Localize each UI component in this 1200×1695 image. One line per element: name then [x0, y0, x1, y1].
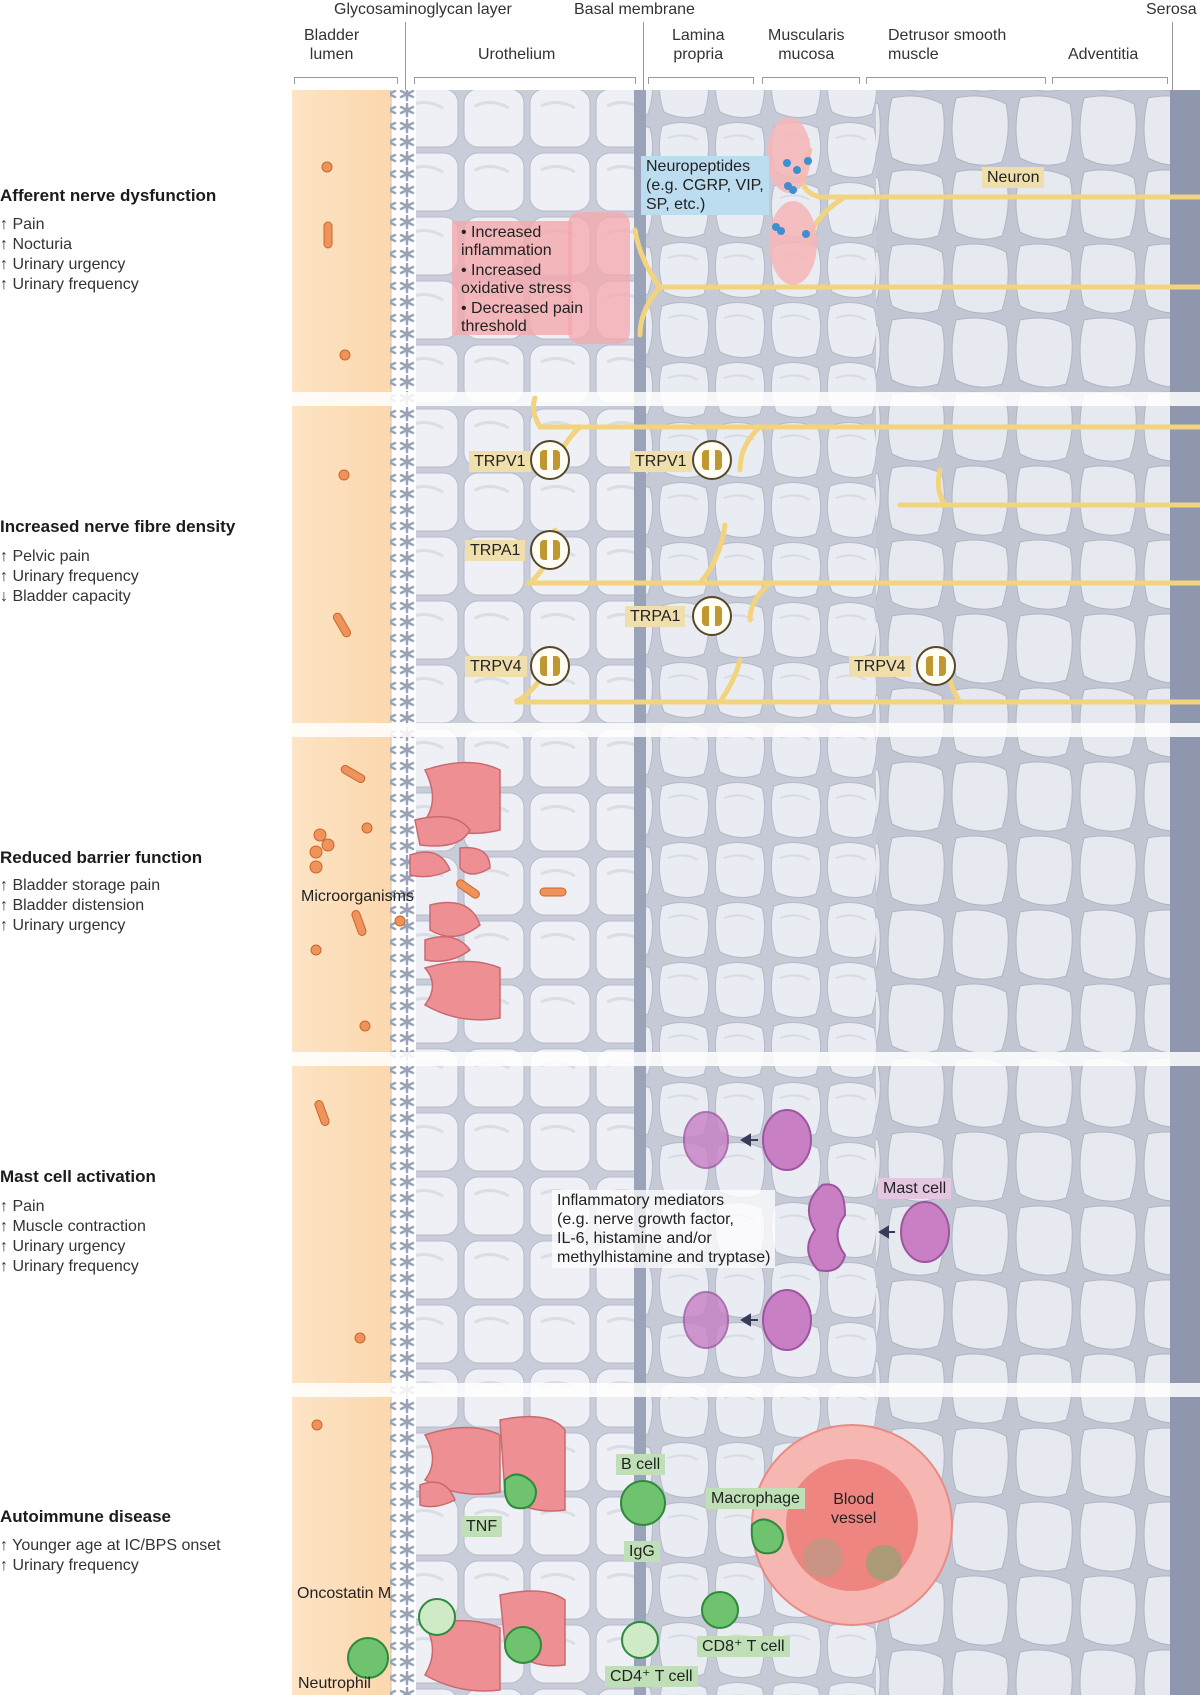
bracket: [648, 77, 754, 84]
symptom: ↓ Bladder capacity: [0, 588, 131, 605]
header-urothelium: Urothelium: [478, 46, 556, 63]
label-trpv4: TRPV4: [849, 656, 911, 677]
header-bladder-lumen: Bladder lumen: [304, 27, 360, 63]
symptom: ↑ Urinary frequency: [0, 276, 139, 293]
symptom: ↑ Urinary frequency: [0, 1557, 139, 1574]
panel-title-mast-cell: Mast cell activation: [0, 1167, 156, 1186]
trpv4-channel-icon: [530, 646, 570, 686]
label-oncostatin-m: Oncostatin M: [297, 1585, 392, 1602]
neuropeptide-vesicle: [769, 201, 817, 285]
symptom: ↑ Urinary urgency: [0, 256, 126, 273]
basal-line: [643, 22, 644, 90]
panel-title-autoimmune: Autoimmune disease: [0, 1507, 171, 1526]
neuropeptide-vesicle: [767, 117, 811, 193]
effect-item: • Decreased pain threshold: [461, 300, 584, 335]
header-glycosaminoglycan: Glycosaminoglycan layer: [334, 1, 512, 18]
label-cd8-t-cell: CD8⁺ T cell: [697, 1636, 790, 1657]
symptom: ↑ Urinary urgency: [0, 917, 126, 934]
symptom: ↑ Pelvic pain: [0, 548, 90, 565]
bracket: [294, 77, 398, 84]
symptom: ↑ Bladder storage pain: [0, 877, 161, 894]
label-cd4-t-cell: CD4⁺ T cell: [605, 1666, 698, 1687]
header-detrusor: Detrusor smooth muscle: [888, 27, 1007, 63]
bracket: [414, 77, 636, 84]
trpv1-channel-icon: [530, 440, 570, 480]
label-macrophage: Macrophage: [706, 1488, 805, 1509]
label-inflammatory-mediators: Inflammatory mediators (e.g. nerve growth factor, IL-6, histamine and/or methylhistamine and tryptase): [552, 1190, 775, 1268]
label-b-cell: B cell: [616, 1454, 665, 1475]
symptom: ↑ Urinary frequency: [0, 568, 139, 585]
header-basal-membrane: Basal membrane: [574, 1, 695, 18]
label-igg: IgG: [624, 1541, 660, 1562]
symptom: ↑ Nocturia: [0, 236, 73, 253]
label-neuron: Neuron: [982, 167, 1044, 188]
gag-line: [405, 22, 406, 90]
header-serosa: Serosa: [1146, 1, 1197, 18]
cell-in-vessel: [866, 1545, 902, 1581]
bracket: [1052, 77, 1168, 84]
trpa1-channel-icon: [692, 596, 732, 636]
label-neutrophil: Neutrophil: [298, 1675, 371, 1692]
effect-item: • Increased inflammation: [461, 224, 552, 259]
symptom: ↑ Urinary urgency: [0, 1238, 126, 1255]
label-tnf: TNF: [461, 1516, 502, 1537]
label-blood-vessel: Blood vessel: [831, 1491, 877, 1527]
panel-title-nerve-density: Increased nerve fibre density: [0, 517, 236, 536]
label-microorganisms: Microorganisms: [301, 888, 414, 905]
symptom: ↑ Muscle contraction: [0, 1218, 146, 1235]
trpv4-channel-icon: [916, 646, 956, 686]
label-trpv1: TRPV1: [630, 451, 692, 472]
header-lamina-propria: Lamina propria: [672, 27, 725, 63]
symptom: ↑ Bladder distension: [0, 897, 145, 914]
bracket: [762, 77, 860, 84]
label-trpv1: TRPV1: [469, 451, 531, 472]
cell-in-vessel: [803, 1538, 843, 1578]
symptom: ↑ Pain: [0, 216, 45, 233]
effect-item: • Increased oxidative stress: [461, 262, 572, 297]
label-trpa1: TRPA1: [625, 606, 685, 627]
header-adventitia: Adventitia: [1068, 46, 1139, 63]
label-trpv4: TRPV4: [465, 656, 527, 677]
label-mast-cell: Mast cell: [878, 1178, 951, 1199]
label-trpa1: TRPA1: [465, 540, 525, 561]
panel-title-afferent: Afferent nerve dysfunction: [0, 186, 217, 205]
serosa-line: [1172, 22, 1173, 90]
trpa1-channel-icon: [530, 530, 570, 570]
symptom: ↑ Pain: [0, 1198, 45, 1215]
bracket: [866, 77, 1046, 84]
symptom: ↑ Younger age at IC/BPS onset: [0, 1537, 221, 1554]
symptom: ↑ Urinary frequency: [0, 1258, 139, 1275]
header-muscularis-mucosa: Muscularis mucosa: [768, 27, 845, 63]
trpv1-channel-icon: [692, 440, 732, 480]
panel-title-barrier: Reduced barrier function: [0, 848, 203, 867]
label-neuropeptides: Neuropeptides (e.g. CGRP, VIP, SP, etc.): [641, 156, 769, 215]
